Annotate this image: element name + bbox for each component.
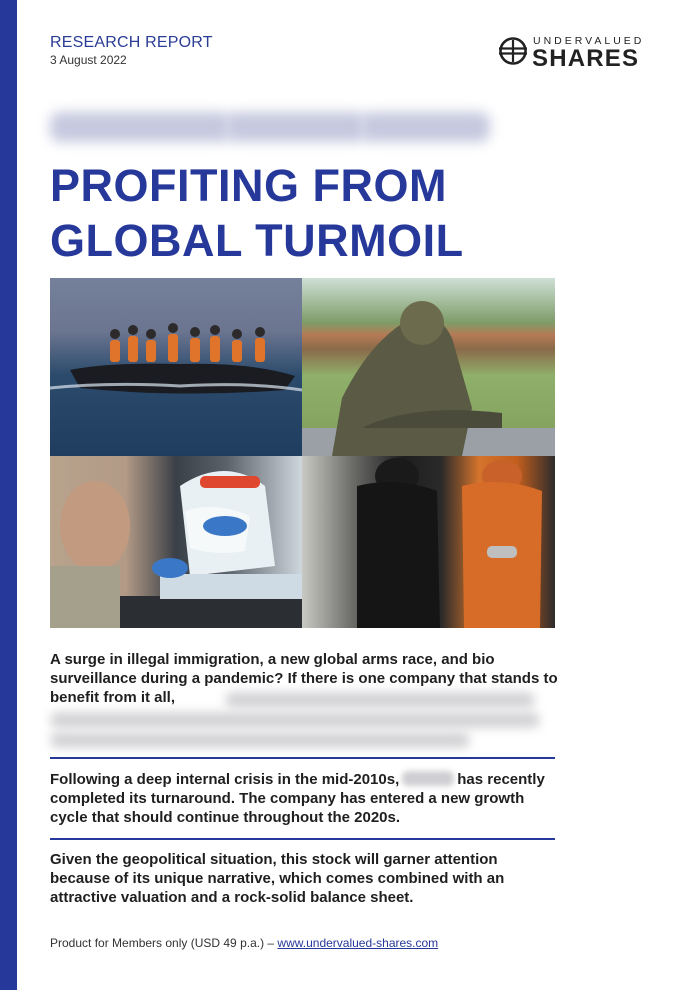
- turnaround-text-start: Following a deep internal crisis in the mid-2010s,: [50, 771, 400, 788]
- prison-guard-inmate-photo: [302, 456, 555, 628]
- logo-top-text: UNDERVALUED: [533, 35, 645, 47]
- section-divider: [50, 838, 555, 840]
- redacted-text-lines: [50, 688, 550, 752]
- covid-swab-test-photo: [50, 456, 302, 628]
- footer-note: [50, 936, 438, 950]
- turnaround-text-end: has recently completed its turnaround. The company has entered a new growth cycle that should continue throughout the 2020s.: [50, 771, 545, 826]
- title-line-1: PROFITING FROM: [50, 160, 447, 211]
- report-label: RESEARCH REPORT: [50, 34, 213, 51]
- valuation-paragraph: Given the geopolitical situation, this stock will garner attention because of its unique narrative, which comes combined with an attractive valuation and a rock-solid balance sheet.: [50, 851, 505, 906]
- report-date: 3 August 2022: [50, 53, 127, 67]
- photo-collage: [50, 278, 555, 628]
- section-divider: [50, 757, 555, 759]
- logo-mark-icon: [498, 36, 528, 66]
- redacted-company-name: [402, 771, 454, 786]
- undervalued-shares-logo: [498, 34, 658, 74]
- side-accent-bar: [0, 0, 17, 990]
- soldier-shooting-range-photo: [302, 278, 555, 456]
- website-link[interactable]: www.undervalued-shares.com: [277, 936, 439, 950]
- footer-text: Product for Members only (USD 49 p.a.) –: [50, 936, 278, 950]
- intro-paragraph: A surge in illegal immigration, a new global arms race, and bio surveillance during a pandemic? If there is one company that stands to benefit from it all,: [50, 651, 558, 706]
- logo-main-text: SHARES: [532, 45, 640, 72]
- migrant-boat-photo: [50, 278, 302, 456]
- title-line-2: GLOBAL TURMOIL: [50, 215, 464, 266]
- report-title: [50, 158, 464, 268]
- turnaround-paragraph: [50, 770, 560, 827]
- redacted-subtitle-band: [40, 102, 495, 152]
